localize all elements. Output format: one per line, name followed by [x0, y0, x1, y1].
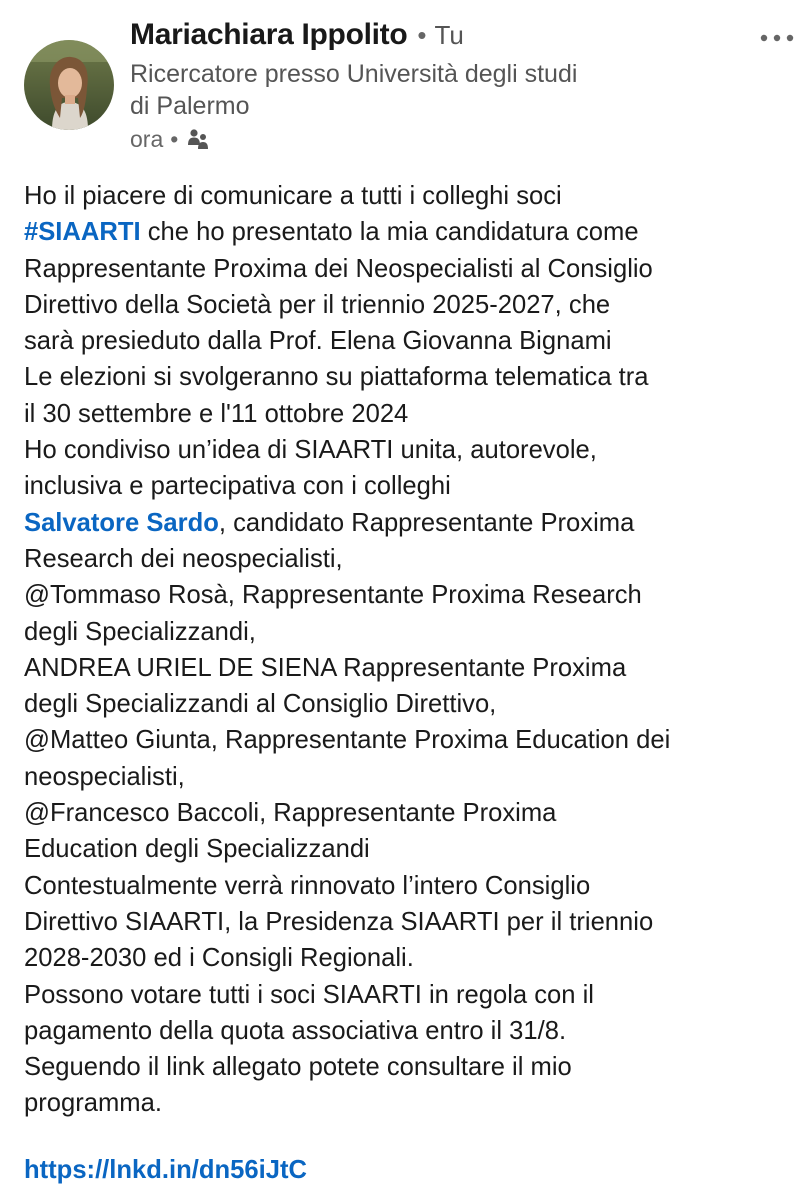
post-line: sarà presieduto dalla Prof. Elena Giovanna Bignami: [24, 327, 612, 356]
post-line: inclusiva e partecipativa con i colleghi: [24, 472, 451, 501]
hashtag-link[interactable]: #SIAARTI: [24, 218, 141, 247]
post-line: il 30 settembre e l'11 ottobre 2024: [24, 399, 409, 428]
post-line: pagamento della quota associativa entro il 31/8.: [24, 1016, 567, 1045]
post-line-text: che ho presentato la mia candidatura come: [140, 218, 639, 247]
more-options-button[interactable]: [752, 20, 802, 56]
post-meta: [130, 123, 209, 155]
post-line: Seguendo il link allegato potete consultare il mio: [24, 1053, 572, 1082]
post-line-text: , candidato Rappresentante Proxima: [218, 508, 635, 537]
post-line: [24, 214, 804, 250]
degree-separator: •: [417, 20, 427, 50]
author-name-row: [130, 18, 464, 58]
post-header: [0, 0, 812, 160]
meta-separator: •: [170, 125, 179, 152]
more-options-icon: [759, 33, 795, 43]
post-line: @Matteo Giunta, Rappresentante Proxima Education dei: [24, 726, 671, 755]
post-line: Ho il piacere di comunicare a tutti i colleghi soci: [24, 182, 562, 210]
post-line: Rappresentante Proxima dei Neospecialisti al Consiglio: [24, 254, 653, 283]
headline-line: Ricercatore presso Università degli studi: [130, 60, 578, 88]
author-headline: [130, 58, 690, 122]
post-text: [24, 178, 804, 1122]
connection-degree: Tu: [434, 20, 464, 50]
post-line: Possono votare tutti i soci SIAARTI in regola con il: [24, 980, 594, 1009]
post-line: Direttivo della Società per il triennio 2025-2027, che: [24, 290, 611, 319]
mention-link[interactable]: Salvatore Sardo: [24, 508, 219, 537]
connections-icon: [187, 128, 209, 150]
post-line: @Francesco Baccoli, Rappresentante Proxima: [24, 799, 557, 828]
post-line: Direttivo SIAARTI, la Presidenza SIAARTI per il triennio: [24, 907, 654, 936]
post-line: Research dei neospecialisti,: [24, 544, 343, 573]
external-link[interactable]: https://lnkd.in/dn56iJtC: [24, 1156, 307, 1184]
post-line: [24, 505, 804, 541]
post-line: degli Specializzandi al Consiglio Direttivo,: [24, 690, 497, 719]
headline-line: di Palermo: [130, 92, 250, 120]
post-line: programma.: [24, 1089, 162, 1118]
author-avatar[interactable]: [24, 40, 114, 130]
post-time: ora: [130, 125, 164, 152]
post-line: Le elezioni si svolgeranno su piattaforma telematica tra: [24, 363, 649, 392]
post-line: Contestualmente verrà rinnovato l’intero Consiglio: [24, 871, 591, 900]
post-line: 2028-2030 ed i Consigli Regionali.: [24, 944, 414, 973]
post-line: Ho condiviso un’idea di SIAARTI unita, autorevole,: [24, 436, 597, 465]
post-line: @Tommaso Rosà, Rappresentante Proxima Research: [24, 581, 642, 610]
post-line: ANDREA URIEL DE SIENA Rappresentante Proxima: [24, 653, 627, 682]
post-line: Education degli Specializzandi: [24, 835, 370, 864]
post-line: degli Specializzandi,: [24, 617, 256, 646]
author-name[interactable]: Mariachiara Ippolito: [130, 18, 408, 51]
post-line: neospecialisti,: [24, 762, 185, 791]
